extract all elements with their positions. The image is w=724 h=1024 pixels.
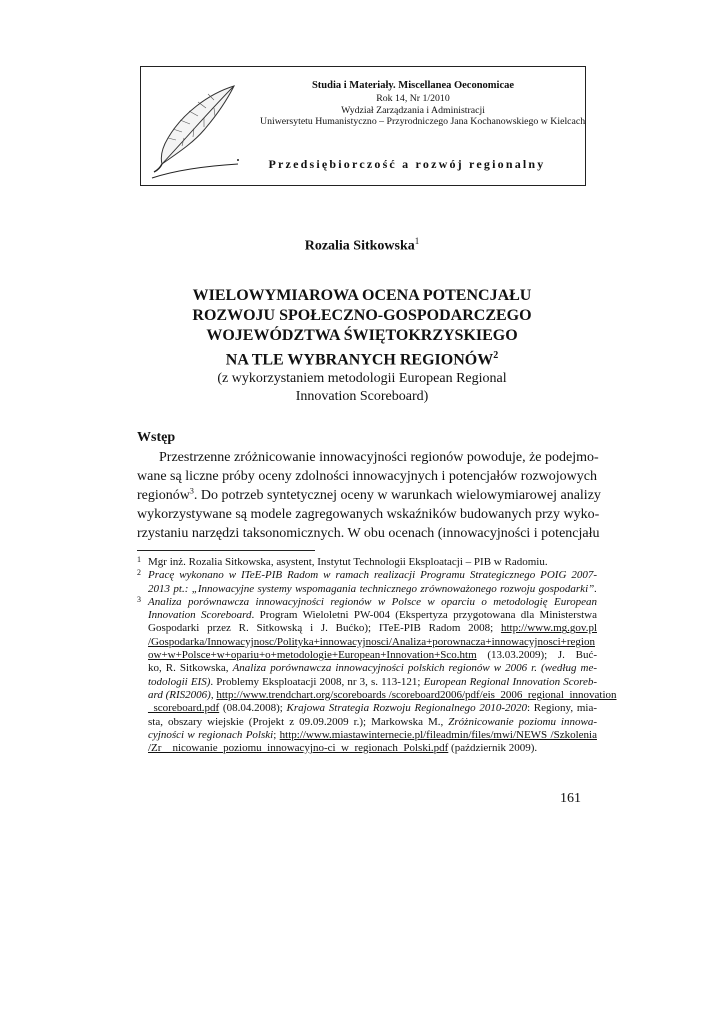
footnote-line bbox=[148, 609, 597, 622]
footnote-line: 2013 pt.: „Innowacyjne systemy wspomagania technicznego zrównoważonego rozwoju gospodarki”. bbox=[148, 582, 597, 595]
footnote-text: . Problemy Eksploatacji 2008, nr 3, s. 113-121; bbox=[210, 675, 424, 688]
author-name bbox=[0, 236, 724, 255]
footnote-text: ko, R. Sitkowska, bbox=[148, 662, 233, 675]
footnote-text: (13.03.2009); J. Buć- bbox=[476, 649, 597, 662]
author-footnote-ref[interactable]: 1 bbox=[414, 236, 420, 246]
footnote-text: Zróżnicowanie poziomu innowa- bbox=[448, 715, 597, 728]
journal-series: Przedsiębiorczość a rozwój regionalny bbox=[268, 157, 546, 171]
footnote-link[interactable]: ow+w+Polsce+w+opariu+o+metodologie+European+Innovation+Sco.htm bbox=[148, 649, 477, 662]
title-line: WOJEWÓDZTWA ŚWIĘTOKRZYSKIEGO bbox=[206, 327, 518, 344]
footnote-text: (październik 2009). bbox=[448, 742, 538, 755]
footnote-text: European Regional Innovation Scoreb- bbox=[423, 675, 597, 688]
footnote-line bbox=[148, 729, 597, 742]
body-text: . Do potrzeb syntetycznej oceny w warunkach wielowymiarowej analizy bbox=[193, 488, 601, 503]
article-title bbox=[120, 286, 604, 406]
body-text: regionów bbox=[137, 488, 190, 503]
footnote-line: Analiza porównawcza innowacyjności regionów w Polsce w oparciu o metodologię European bbox=[148, 595, 597, 608]
footnote-line bbox=[148, 688, 617, 702]
body-line bbox=[137, 486, 601, 505]
footnote-number: 2 bbox=[137, 568, 141, 578]
footnote-line bbox=[148, 716, 597, 729]
footnote-line bbox=[148, 622, 597, 635]
footnote-1 bbox=[137, 556, 597, 569]
footnote-link[interactable]: http://www.miastawinternecie.pl/fileadmin/files/mwi/NEWS /Szkolenia bbox=[279, 728, 597, 741]
title-line-last bbox=[120, 346, 604, 370]
section-heading: Wstęp bbox=[137, 430, 176, 445]
footnote-ref[interactable]: 3 bbox=[189, 486, 194, 496]
footnote-line bbox=[148, 702, 597, 715]
title-line: ROZWOJU SPOŁECZNO-GOSPODARCZEGO bbox=[192, 307, 532, 324]
footnote-text: . Program Wieloletni PW-004 (Ekspertyza przygotowana dla Ministerstwa bbox=[251, 609, 597, 622]
footnote-line bbox=[148, 662, 597, 675]
footnote-text: cyjności w regionach Polski bbox=[148, 728, 274, 741]
footnote-line: Mgr inż. Rozalia Sitkowska, asystent, Instytut Technologii Eksploatacji – PIB w Radomiu. bbox=[148, 556, 548, 568]
journal-department: Wydział Zarządzania i Administracji bbox=[341, 105, 485, 116]
footnote-link[interactable]: /Gospodarka/Innowacyjnosc/Polityka+innowacyjnosci/Analiza+porownacza+innowacyjnosci+region bbox=[148, 635, 595, 648]
footnote-link[interactable]: http://www.trendchart.org/scoreboards /scoreboard2006/pdf/eis_2006_regional_innovation bbox=[216, 688, 617, 701]
footnote-text: todologii EIS) bbox=[148, 675, 211, 688]
body-line: Przestrzenne zróżnicowanie innowacyjności regionów powoduje, że podejmo- bbox=[159, 450, 599, 465]
page-number: 161 bbox=[560, 791, 581, 806]
title-line: WIELOWYMIAROWA OCENA POTENCJAŁU bbox=[192, 287, 532, 304]
quill-icon bbox=[146, 80, 242, 180]
journal-issue: Rok 14, Nr 1/2010 bbox=[376, 93, 450, 104]
footnote-line bbox=[148, 742, 597, 755]
body-line: wykorzystywane są modele zagregowanych wskaźników budowanych przy wyko- bbox=[137, 507, 600, 522]
footnote-line: Pracę wykonano w ITeE-PIB Radom w ramach realizacji Programu Strategicznego POIG 2007- bbox=[148, 569, 597, 582]
footnote-text: Gospodarki przez R. Sitkowską i J. Bućko); ITeE-PIB Radom 2008; bbox=[148, 622, 501, 635]
footnote-text: Analiza porównawcza innowacyjności polskich regionów w 2006 r. (według me- bbox=[232, 662, 597, 675]
title-footnote-ref[interactable]: 2 bbox=[493, 350, 499, 361]
footnote-text: (08.04.2008); bbox=[219, 702, 287, 715]
footnote-3 bbox=[137, 594, 617, 756]
footnote-text: Krajowa Strategia Rozwoju Regionalnego 2010-2020 bbox=[286, 702, 527, 715]
footnote-text: : Regiony, mia- bbox=[526, 702, 597, 715]
footnotes bbox=[137, 555, 617, 755]
footnote-number: 3 bbox=[137, 594, 141, 604]
footnote-link[interactable]: http://www.mg.gov.pl bbox=[500, 622, 597, 635]
author-text: Rozalia Sitkowska bbox=[304, 238, 415, 254]
footnote-text: Innovation Scoreboard bbox=[148, 609, 252, 622]
footnote-text: ard (RIS2006), bbox=[148, 688, 217, 701]
footnote-number: 1 bbox=[137, 555, 141, 564]
subtitle-line: (z wykorzystaniem metodologii European Regional bbox=[217, 371, 507, 387]
footnote-line bbox=[148, 676, 597, 689]
journal-title: Studia i Materiały. Miscellanea Oeconomicae bbox=[311, 80, 515, 91]
footnote-line bbox=[148, 649, 597, 662]
footnote-link[interactable]: _scoreboard.pdf bbox=[148, 702, 220, 715]
footnote-separator bbox=[137, 550, 315, 551]
subtitle-line: Innovation Scoreboard) bbox=[295, 389, 429, 405]
body-line: wane są liczne próby oceny zdolności innowacyjnych i potencjałów rozwojowych bbox=[137, 469, 597, 484]
footnote-link[interactable]: /Zr__nicowanie_poziomu_innowacyjno-ci_w_regionach_Polski.pdf bbox=[148, 742, 449, 755]
body-line: rzystaniu narzędzi taksonomicznych. W obu ocenach (innowacyjności i potencjału bbox=[137, 526, 600, 541]
body-paragraph bbox=[137, 448, 601, 543]
footnote-text: ; bbox=[273, 728, 280, 741]
footnote-text: sta, obszary wiejskie (Projekt z 09.09.2009 r.); Markowska M., bbox=[148, 715, 449, 728]
journal-university: Uniwersytetu Humanistyczno – Przyrodniczego Jana Kochanowskiego w Kielcach bbox=[260, 116, 586, 127]
title-text: NA TLE WYBRANYCH REGIONÓW bbox=[225, 351, 494, 369]
footnote-2 bbox=[137, 569, 597, 596]
